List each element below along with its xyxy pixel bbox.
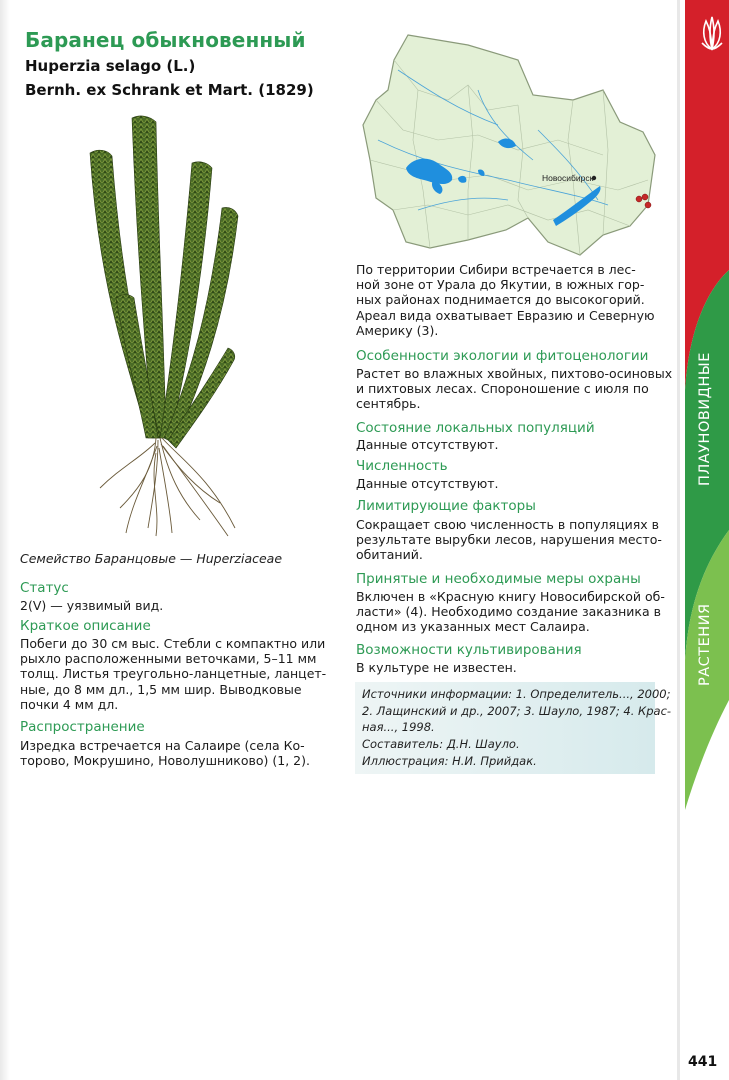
section-label-lycopods: ПЛАУНОВИДНЫЕ <box>697 352 713 486</box>
protection-text: Включен в «Красную книгу Новосибирской об- ласти» (4). Необходимо создание заказника в одном из указанных мест Салаира. <box>356 589 665 635</box>
ecology-text: Растет во влажных хвойных, пихтово-осиновых и пихтовых лесах. Спороношение с июля по сентябрь. <box>356 366 673 412</box>
distribution-heading: Распространение <box>20 719 145 735</box>
description-heading: Краткое описание <box>20 618 151 634</box>
distribution-map <box>358 30 668 260</box>
distribution-text: Изредка встречается на Салаире (села Ко- торово, Мокрушино, Новолушниково) (1, 2). <box>20 738 310 769</box>
plant-illustration <box>60 108 260 538</box>
status-text: 2(V) — уязвимый вид. <box>20 598 164 613</box>
map-locality-marker <box>642 194 648 200</box>
limiting-text: Сокращает свою численность в популяциях в результате вырубки лесов, нарушения место- обитаний. <box>356 517 662 563</box>
species-latin-name: Huperzia selago (L.) <box>25 57 196 75</box>
species-russian-name: Баранец обыкновенный <box>25 28 306 52</box>
populations-text: Данные отсутствуют. <box>356 437 499 452</box>
page-gutter-shadow <box>0 0 10 1080</box>
protection-heading: Принятые и необходимые меры охраны <box>356 571 641 587</box>
cultivation-heading: Возможности культивирования <box>356 642 582 658</box>
compiler-line: Составитель: Д.Н. Шауло. <box>362 737 520 751</box>
cultivation-text: В культуре не известен. <box>356 660 517 675</box>
illustrator-line: Иллюстрация: Н.И. Прийдак. <box>362 754 537 768</box>
sources-line: 2. Лащинский и др., 2007; 3. Шауло, 1987; 4. Крас- <box>362 704 672 718</box>
populations-heading: Состояние локальных популяций <box>356 420 595 436</box>
page-number: 441 <box>688 1054 718 1070</box>
sources-line: ная..., 1998. <box>362 720 435 734</box>
range-text: По территории Сибири встречается в лес- ной зоне от Урала до Якутии, в южных гор- ных районах поднимается до высокогорий. Ареал вида охватывает Евразию и Северную Америку (3). <box>356 262 655 338</box>
sources-line: Источники информации: 1. Определитель..., 2000; <box>362 687 671 701</box>
ecology-heading: Особенности экологии и фитоценологии <box>356 348 649 364</box>
map-city-label: Новосибирск <box>542 173 594 183</box>
flower-logo-icon <box>697 13 727 53</box>
abundance-heading: Численность <box>356 458 448 474</box>
section-label-plants: РАСТЕНИЯ <box>697 603 713 686</box>
family-caption: Семейство Баранцовые — Huperziaceae <box>20 551 283 566</box>
abundance-text: Данные отсутствуют. <box>356 476 499 491</box>
limiting-heading: Лимитирующие факторы <box>356 498 536 514</box>
map-locality-marker <box>636 196 642 202</box>
section-side-band <box>677 0 729 1080</box>
species-authority: Bernh. ex Schrank et Mart. (1829) <box>25 81 314 99</box>
description-text: Побеги до 30 см выс. Стебли с компактно или рыхло расположенными веточками, 5–11 мм толщ. Листья треугольно-ланцетные, ланцет- ные, до 8 мм дл., 1,5 мм шир. Выводковые почки 4 мм дл. <box>20 636 327 712</box>
map-locality-marker <box>645 202 651 208</box>
status-heading: Статус <box>20 580 69 596</box>
sources-box <box>355 682 672 774</box>
